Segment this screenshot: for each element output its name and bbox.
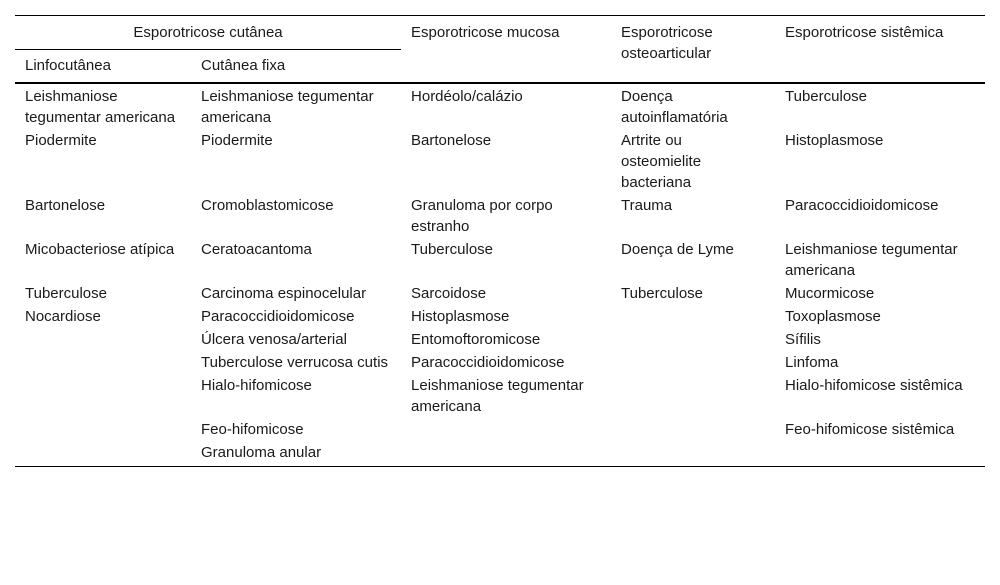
cell-cutanea-fixa: Hialo-hifomicose — [201, 377, 312, 394]
header-linfocutanea: Linfocutânea — [15, 50, 191, 84]
cell-linfocutanea — [15, 374, 191, 418]
cell-osteoarticular: Artrite ou osteomielite bacteriana — [621, 132, 702, 191]
cell-sistemica: Sífilis — [785, 331, 821, 348]
cell-osteoarticular — [611, 305, 775, 328]
cell-osteoarticular: Doença de Lyme — [621, 241, 734, 258]
cell-sistemica: Tuberculose — [785, 88, 868, 105]
table-row — [15, 194, 985, 238]
cell-linfocutanea — [15, 418, 191, 441]
cell-cutanea-fixa: Tuberculose verrucosa cutis — [201, 354, 389, 371]
cell-sistemica: Mucormicose — [785, 285, 875, 302]
cell-linfocutanea: Leishmaniose tegumentar americana — [25, 88, 176, 126]
cell-osteoarticular — [611, 418, 775, 441]
cell-mucosa — [401, 418, 611, 441]
cell-osteoarticular: Tuberculose — [621, 285, 704, 302]
differential-diagnosis-table — [15, 15, 985, 467]
cell-osteoarticular — [611, 441, 775, 467]
cell-mucosa: Entomoftoromicose — [411, 331, 541, 348]
cell-cutanea-fixa: Granuloma anular — [201, 444, 322, 461]
cell-sistemica: Linfoma — [785, 354, 839, 371]
cell-linfocutanea: Tuberculose — [25, 285, 107, 302]
cell-cutanea-fixa: Paracoccidioidomicose — [201, 308, 355, 325]
cell-cutanea-fixa: Leishmaniose tegumentar americana — [201, 88, 374, 126]
cell-mucosa: Bartonelose — [411, 132, 492, 149]
header-esporotricose-osteoarticular: Esporotricose osteoarticular — [611, 16, 775, 84]
table-body — [15, 83, 985, 467]
cell-mucosa: Tuberculose — [411, 241, 494, 258]
cell-cutanea-fixa: Feo-hifomicose — [201, 421, 304, 438]
header-esporotricose-sistemica: Esporotricose sistêmica — [775, 16, 985, 84]
cell-osteoarticular — [611, 351, 775, 374]
cell-linfocutanea: Nocardiose — [25, 308, 101, 325]
table-row — [15, 305, 985, 328]
cell-sistemica: Toxoplasmose — [785, 308, 881, 325]
cell-mucosa: Granuloma por corpo estranho — [411, 197, 553, 235]
cell-mucosa: Hordéolo/calázio — [411, 88, 523, 105]
table-row — [15, 441, 985, 467]
cell-linfocutanea: Piodermite — [25, 132, 97, 149]
table-row — [15, 351, 985, 374]
cell-sistemica — [775, 441, 985, 467]
cell-osteoarticular — [611, 374, 775, 418]
cell-sistemica: Leishmaniose tegumentar americana — [785, 241, 958, 279]
cell-cutanea-fixa: Cromoblastomicose — [201, 197, 334, 214]
cell-sistemica: Paracoccidioidomicose — [785, 197, 939, 214]
cell-sistemica: Hialo-hifomicose sistêmica — [785, 377, 963, 394]
cell-mucosa: Histoplasmose — [411, 308, 510, 325]
cell-linfocutanea — [15, 441, 191, 467]
header-cutanea-fixa: Cutânea fixa — [191, 50, 401, 84]
cell-linfocutanea: Bartonelose — [25, 197, 106, 214]
cell-sistemica: Histoplasmose — [785, 132, 884, 149]
cell-cutanea-fixa: Carcinoma espinocelular — [201, 285, 367, 302]
table-header — [15, 16, 985, 84]
cell-cutanea-fixa: Ceratoacantoma — [201, 241, 312, 258]
table-row — [15, 328, 985, 351]
table-row — [15, 374, 985, 418]
table-row — [15, 129, 985, 194]
table-row — [15, 238, 985, 282]
cell-mucosa: Sarcoidose — [411, 285, 487, 302]
table-row — [15, 83, 985, 129]
cell-mucosa: Paracoccidioidomicose — [411, 354, 565, 371]
cell-cutanea-fixa: Úlcera venosa/arterial — [201, 331, 347, 348]
table-row — [15, 418, 985, 441]
differential-diagnosis-table-wrap — [15, 15, 985, 467]
table-row — [15, 282, 985, 305]
cell-linfocutanea: Micobacteriose atípica — [25, 241, 175, 258]
cell-cutanea-fixa: Piodermite — [201, 132, 273, 149]
header-esporotricose-cutanea: Esporotricose cutânea — [15, 16, 401, 50]
cell-mucosa — [401, 441, 611, 467]
cell-osteoarticular: Trauma — [621, 197, 673, 214]
cell-sistemica: Feo-hifomicose sistêmica — [785, 421, 955, 438]
cell-linfocutanea — [15, 328, 191, 351]
cell-linfocutanea — [15, 351, 191, 374]
cell-osteoarticular — [611, 328, 775, 351]
header-esporotricose-mucosa: Esporotricose mucosa — [401, 16, 611, 84]
cell-mucosa: Leishmaniose tegumentar americana — [411, 377, 584, 415]
cell-osteoarticular: Doença autoinflamatória — [621, 88, 728, 126]
